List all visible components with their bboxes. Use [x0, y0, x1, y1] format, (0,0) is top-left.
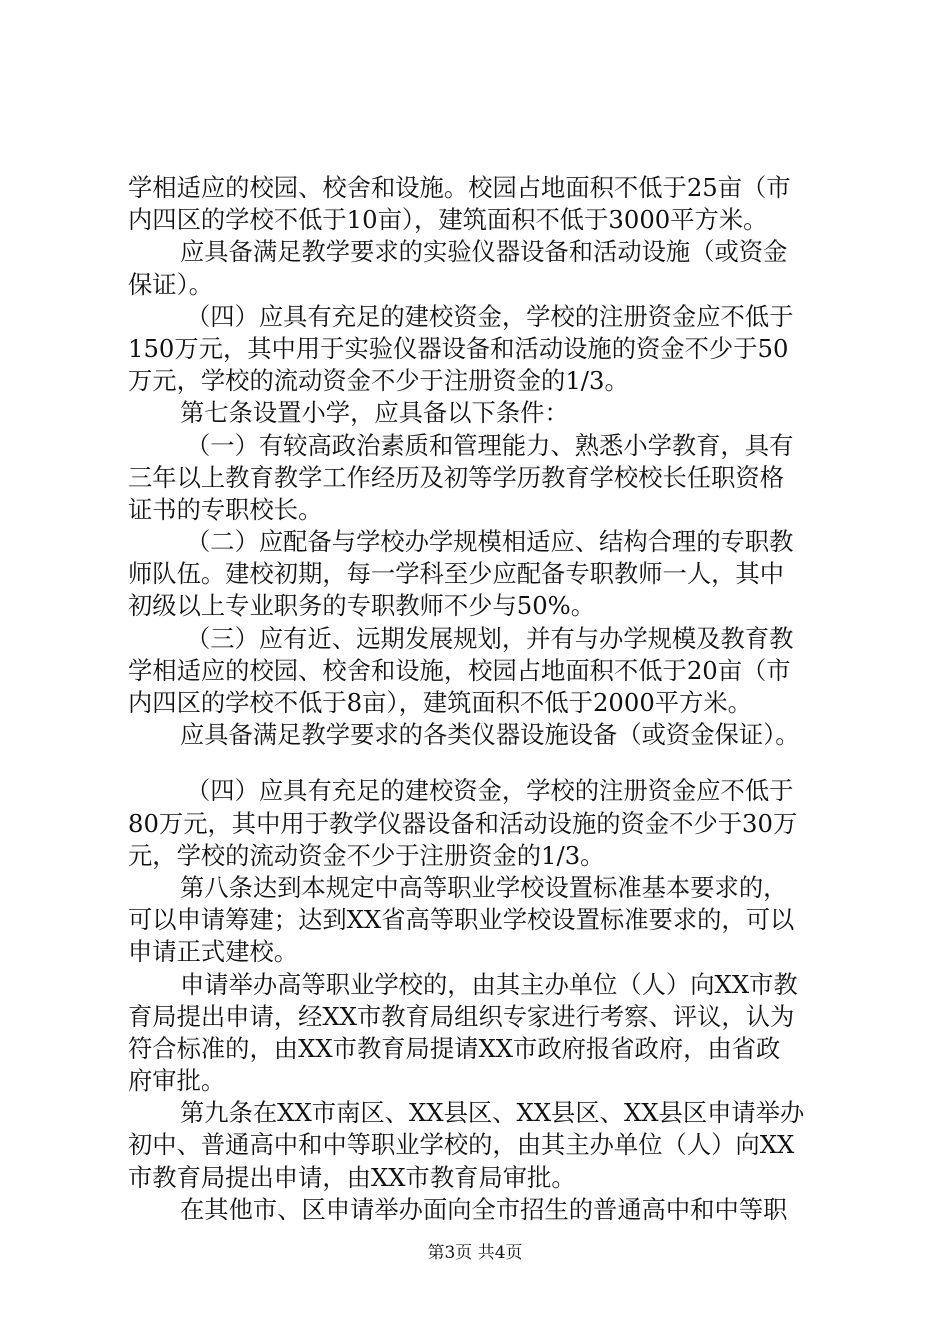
- text-line: 保证）。: [128, 269, 214, 299]
- text-line: 符合标准的，由XX市教育局提请XX市政府报省政府，由省政: [128, 1033, 781, 1063]
- text-line: 市教育局提出申请，由XX市教育局审批。: [128, 1162, 576, 1192]
- text-line: 初中、普通高中和中等职业学校的，由其主办单位（人）向XX: [128, 1130, 795, 1160]
- text-line: （二）应配备与学校办学规模相适应、结构合理的专职教: [186, 527, 794, 557]
- text-line: （四）应具有充足的建校资金，学校的注册资金应不低于: [186, 776, 794, 806]
- text-line: 80万元，其中用于教学仪器设备和活动设施的资金不少于30万: [128, 808, 798, 838]
- text-line: 府审批。: [128, 1066, 226, 1096]
- text-line: 师队伍。建校初期，每一学科至少应配备专职教师一人，其中: [128, 559, 785, 589]
- text-line: 可以申请筹建；达到XX省高等职业学校设置标准要求的，可以: [128, 905, 795, 935]
- text-line: 第八条达到本规定中高等职业学校设置标准基本要求的，: [180, 872, 788, 902]
- text-line: 三年以上教育教学工作经历及初等学历教育学校校长任职资格: [128, 462, 785, 492]
- text-line: 申请正式建校。: [128, 937, 299, 967]
- text-line: 学相适应的校园、校舍和设施。校园占地面积不低于25亩（市: [128, 173, 791, 202]
- text-line: 在其他市、区申请举办面向全市招生的普通高中和中等职: [180, 1194, 788, 1224]
- text-line: 内四区的学校不低于8亩），建筑面积不低于2000平方米。: [128, 688, 752, 717]
- text-line: （四）应具有充足的建校资金，学校的注册资金应不低于: [186, 301, 794, 331]
- text-line: 育局提出申请，经XX市教育局组织专家进行考察、评议，认为: [128, 1001, 795, 1031]
- text-line: 应具备满足教学要求的各类仪器设施设备（或资金保证）。: [180, 720, 800, 750]
- text-line: 万元，学校的流动资金不少于注册资金的1/3。: [128, 366, 629, 396]
- document-body: [128, 172, 838, 1226]
- text-line: 150万元，其中用于实验仪器设备和活动设施的资金不少于50: [128, 333, 789, 363]
- text-line: 学相适应的校园、校舍和设施，校园占地面积不低于20亩（市: [128, 655, 791, 685]
- page-footer: 第3页 共4页: [427, 1243, 523, 1263]
- text-line: 应具备满足教学要求的实验仪器设备和活动设施（或资金: [180, 237, 788, 267]
- text-line: 第七条设置小学，应具备以下条件：: [180, 398, 569, 428]
- text-line: 申请举办高等职业学校的，由其主办单位（人）向XX市教: [180, 969, 798, 999]
- text-line: （三）应有近、远期发展规划，并有与办学规模及教育教: [186, 623, 794, 653]
- text-line: 元，学校的流动资金不少于注册资金的1/3。: [128, 840, 605, 870]
- text-line: （一）有较高政治素质和管理能力、熟悉小学教育，具有: [186, 430, 794, 460]
- text-line: 初级以上专业职务的专职教师不少与50%。: [128, 591, 596, 621]
- text-line: 证书的专职校长。: [128, 494, 323, 524]
- paragraph-gap: [128, 751, 838, 775]
- text-line: 第九条在XX市南区、XX县区、XX县区、XX县区申请举办: [180, 1098, 805, 1128]
- text-line: 内四区的学校不低于10亩），建筑面积不低于3000平方米。: [128, 205, 768, 235]
